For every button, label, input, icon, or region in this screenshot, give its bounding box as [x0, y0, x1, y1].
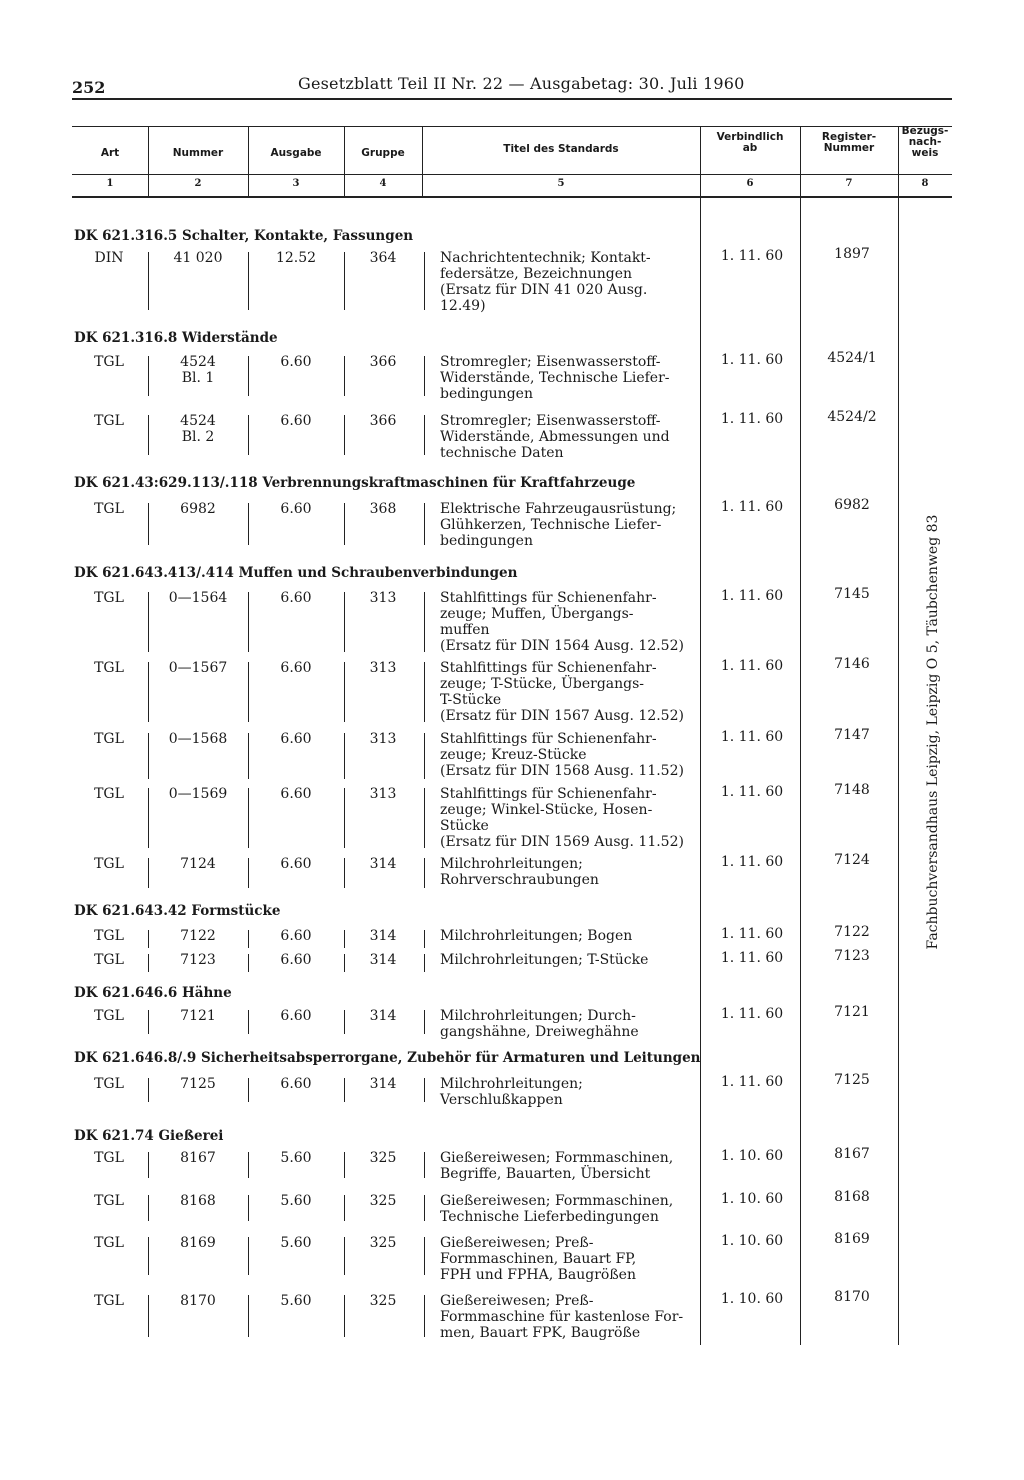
cell-verbindlich: 1. 11. 60 — [720, 784, 784, 800]
row-separator — [148, 1295, 149, 1337]
cell-gruppe: 314 — [369, 928, 397, 944]
row-separator — [148, 252, 149, 310]
cell-nummer: 0—1569 — [168, 786, 228, 802]
cell-ausgabe: 6.60 — [280, 856, 312, 872]
row-separator — [148, 1078, 149, 1102]
row-separator — [344, 858, 345, 888]
cell-art: TGL — [94, 501, 124, 517]
column-header: Gruppe — [361, 147, 405, 159]
cell-titel: Gießereiwesen; Formmaschinen, Technische Lieferbedingungen — [440, 1193, 674, 1225]
row-separator — [344, 1295, 345, 1337]
cell-verbindlich: 1. 11. 60 — [720, 1006, 784, 1022]
row-separator — [424, 662, 425, 722]
cell-art: TGL — [94, 660, 124, 676]
cell-verbindlich: 1. 11. 60 — [720, 1074, 784, 1090]
cell-register: 8167 — [834, 1146, 870, 1162]
section-heading: DK 621.643.413/.414 Muffen und Schraubenverbindungen — [74, 565, 518, 581]
cell-titel: Stahlfittings für Schienenfahr- zeuge; Winkel-Stücke, Hosen- Stücke (Ersatz für DIN 1569 Ausg. 11.52) — [440, 786, 684, 850]
cell-nummer: 41 020 — [173, 250, 223, 266]
row-separator — [148, 415, 149, 455]
cell-register: 7148 — [834, 782, 870, 798]
cell-register: 4524/2 — [827, 409, 877, 425]
cell-ausgabe: 6.60 — [280, 1008, 312, 1024]
column-number: 6 — [746, 178, 754, 189]
row-separator — [424, 1152, 425, 1178]
cell-verbindlich: 1. 11. 60 — [720, 499, 784, 515]
cell-art: TGL — [94, 413, 124, 429]
cell-verbindlich: 1. 11. 60 — [720, 950, 784, 966]
cell-verbindlich: 1. 10. 60 — [720, 1233, 784, 1249]
row-separator — [248, 858, 249, 888]
row-separator — [344, 503, 345, 545]
cell-register: 8168 — [834, 1189, 870, 1205]
cell-verbindlich: 1. 11. 60 — [720, 352, 784, 368]
row-separator — [344, 356, 345, 396]
row-separator — [248, 1295, 249, 1337]
cell-titel: Stromregler; Eisenwasserstoff- Widerstände, Technische Liefer- bedingungen — [440, 354, 670, 402]
column-number: 4 — [379, 178, 387, 189]
cell-titel: Milchrohrleitungen; T-Stücke — [440, 952, 649, 968]
row-separator — [424, 1078, 425, 1102]
header-top-rule — [72, 126, 952, 127]
sidebar-imprint-text: Fachbuchversandhaus Leipzig, Leipzig O 5, Täubchenweg 83 — [925, 514, 941, 950]
column-header: Nummer — [172, 147, 224, 159]
row-separator — [344, 733, 345, 779]
row-separator — [248, 733, 249, 779]
cell-verbindlich: 1. 10. 60 — [720, 1291, 784, 1307]
cell-verbindlich: 1. 11. 60 — [720, 248, 784, 264]
column-number: 5 — [557, 178, 565, 189]
row-separator — [344, 930, 345, 948]
cell-register: 7122 — [834, 924, 870, 940]
cell-register: 8169 — [834, 1231, 870, 1247]
cell-verbindlich: 1. 11. 60 — [720, 729, 784, 745]
row-separator — [148, 662, 149, 722]
cell-art: TGL — [94, 354, 124, 370]
row-separator — [248, 503, 249, 545]
row-separator — [344, 1078, 345, 1102]
cell-nummer: 7125 — [180, 1076, 216, 1092]
row-separator — [248, 592, 249, 652]
cell-titel: Gießereiwesen; Preß- Formmaschinen, Bauart FP, FPH und FPHA, Baugrößen — [440, 1235, 637, 1283]
row-separator — [344, 252, 345, 310]
cell-ausgabe: 6.60 — [280, 660, 312, 676]
cell-titel: Nachrichtentechnik; Kontakt- federsätze, Bezeichnungen (Ersatz für DIN 41 020 Ausg. 12.49) — [440, 250, 651, 314]
cell-titel: Stahlfittings für Schienenfahr- zeuge; T-Stücke, Übergangs- T-Stücke (Ersatz für DIN 1567 Ausg. 12.52) — [440, 660, 684, 724]
row-separator — [248, 1195, 249, 1221]
cell-nummer: 4524 Bl. 2 — [180, 413, 216, 445]
column-header: Titel des Standards — [503, 143, 619, 155]
sidebar-imprint — [898, 497, 968, 967]
column-header: Ausgabe — [270, 147, 322, 159]
cell-nummer: 8167 — [180, 1150, 216, 1166]
row-separator — [148, 1195, 149, 1221]
cell-verbindlich: 1. 11. 60 — [720, 588, 784, 604]
cell-ausgabe: 5.60 — [280, 1150, 312, 1166]
row-separator — [424, 733, 425, 779]
header-mid-rule — [72, 174, 952, 175]
cell-art: TGL — [94, 590, 124, 606]
row-separator — [424, 1010, 425, 1034]
cell-gruppe: 314 — [369, 856, 397, 872]
cell-art: TGL — [94, 856, 124, 872]
row-separator — [424, 1195, 425, 1221]
cell-art: TGL — [94, 1076, 124, 1092]
row-separator — [424, 1295, 425, 1337]
section-heading: DK 621.646.6 Hähne — [74, 985, 232, 1001]
cell-art: TGL — [94, 952, 124, 968]
cell-ausgabe: 6.60 — [280, 590, 312, 606]
row-separator — [248, 662, 249, 722]
cell-titel: Milchrohrleitungen; Rohrverschraubungen — [440, 856, 599, 888]
column-number: 3 — [292, 178, 300, 189]
cell-register: 7145 — [834, 586, 870, 602]
cell-nummer: 7124 — [180, 856, 216, 872]
cell-register: 7121 — [834, 1004, 870, 1020]
row-separator — [248, 954, 249, 972]
cell-register: 7147 — [834, 727, 870, 743]
row-separator — [424, 356, 425, 396]
cell-register: 8170 — [834, 1289, 870, 1305]
cell-gruppe: 368 — [369, 501, 397, 517]
page-number: 252 — [72, 78, 106, 97]
cell-titel: Milchrohrleitungen; Bogen — [440, 928, 633, 944]
cell-ausgabe: 5.60 — [280, 1193, 312, 1209]
row-separator — [148, 930, 149, 948]
cell-nummer: 4524 Bl. 1 — [180, 354, 216, 386]
header-bottom-rule — [72, 196, 952, 198]
cell-gruppe: 366 — [369, 413, 397, 429]
cell-gruppe: 314 — [369, 1076, 397, 1092]
cell-gruppe: 313 — [369, 731, 397, 747]
cell-art: TGL — [94, 1008, 124, 1024]
cell-nummer: 0—1568 — [168, 731, 228, 747]
cell-ausgabe: 5.60 — [280, 1235, 312, 1251]
cell-verbindlich: 1. 10. 60 — [720, 1148, 784, 1164]
column-header: Verbindlich ab — [716, 131, 784, 154]
cell-register: 7125 — [834, 1072, 870, 1088]
cell-gruppe: 314 — [369, 952, 397, 968]
cell-titel: Gießereiwesen; Formmaschinen, Begriffe, Bauarten, Übersicht — [440, 1150, 674, 1182]
cell-register: 7123 — [834, 948, 870, 964]
row-separator — [344, 954, 345, 972]
cell-nummer: 7123 — [180, 952, 216, 968]
cell-art: TGL — [94, 928, 124, 944]
cell-nummer: 0—1567 — [168, 660, 228, 676]
cell-verbindlich: 1. 11. 60 — [720, 658, 784, 674]
row-separator — [344, 592, 345, 652]
section-heading: DK 621.74 Gießerei — [74, 1128, 224, 1144]
row-separator — [344, 415, 345, 455]
row-separator — [248, 1078, 249, 1102]
cell-verbindlich: 1. 10. 60 — [720, 1191, 784, 1207]
cell-ausgabe: 6.60 — [280, 952, 312, 968]
row-separator — [148, 592, 149, 652]
cell-ausgabe: 6.60 — [280, 501, 312, 517]
cell-ausgabe: 6.60 — [280, 354, 312, 370]
cell-register: 7146 — [834, 656, 870, 672]
cell-titel: Elektrische Fahrzeugausrüstung; Glühkerzen, Technische Liefer- bedingungen — [440, 501, 677, 549]
row-separator — [424, 788, 425, 848]
column-divider — [700, 126, 701, 1345]
cell-nummer: 0—1564 — [168, 590, 228, 606]
column-header: Bezugs- nach- weis — [901, 125, 949, 159]
cell-titel: Milchrohrleitungen; Verschlußkappen — [440, 1076, 583, 1108]
row-separator — [424, 954, 425, 972]
row-separator — [148, 1010, 149, 1034]
row-separator — [148, 733, 149, 779]
cell-titel: Stahlfittings für Schienenfahr- zeuge; Muffen, Übergangs- muffen (Ersatz für DIN 1564 Ausg. 12.52) — [440, 590, 684, 654]
column-number: 8 — [921, 178, 929, 189]
cell-register: 4524/1 — [827, 350, 877, 366]
cell-gruppe: 364 — [369, 250, 397, 266]
row-separator — [148, 356, 149, 396]
cell-titel: Stahlfittings für Schienenfahr- zeuge; Kreuz-Stücke (Ersatz für DIN 1568 Ausg. 11.52) — [440, 731, 684, 779]
row-separator — [424, 930, 425, 948]
row-separator — [424, 252, 425, 310]
running-head: Gesetzblatt Teil II Nr. 22 — Ausgabetag: 30. Juli 1960 — [298, 74, 745, 93]
cell-nummer: 8169 — [180, 1235, 216, 1251]
column-header: Register- Nummer — [821, 131, 877, 154]
cell-gruppe: 325 — [369, 1235, 397, 1251]
cell-gruppe: 325 — [369, 1193, 397, 1209]
cell-gruppe: 313 — [369, 786, 397, 802]
row-separator — [344, 662, 345, 722]
row-separator — [248, 930, 249, 948]
cell-art: TGL — [94, 786, 124, 802]
section-heading: DK 621.643.42 Formstücke — [74, 903, 281, 919]
row-separator — [148, 1237, 149, 1275]
row-separator — [148, 954, 149, 972]
cell-nummer: 7122 — [180, 928, 216, 944]
top-rule — [72, 98, 952, 100]
column-number: 2 — [194, 178, 202, 189]
cell-gruppe: 325 — [369, 1293, 397, 1309]
cell-ausgabe: 6.60 — [280, 413, 312, 429]
row-separator — [248, 1152, 249, 1178]
cell-gruppe: 325 — [369, 1150, 397, 1166]
cell-nummer: 7121 — [180, 1008, 216, 1024]
cell-gruppe: 366 — [369, 354, 397, 370]
row-separator — [148, 788, 149, 848]
cell-verbindlich: 1. 11. 60 — [720, 854, 784, 870]
row-separator — [148, 1152, 149, 1178]
cell-ausgabe: 12.52 — [275, 250, 317, 266]
row-separator — [424, 1237, 425, 1275]
row-separator — [248, 1010, 249, 1034]
cell-titel: Stromregler; Eisenwasserstoff- Widerstände, Abmessungen und technische Daten — [440, 413, 670, 461]
cell-art: TGL — [94, 1293, 124, 1309]
cell-gruppe: 313 — [369, 590, 397, 606]
row-separator — [424, 415, 425, 455]
cell-nummer: 6982 — [180, 501, 216, 517]
cell-art: TGL — [94, 1193, 124, 1209]
cell-gruppe: 313 — [369, 660, 397, 676]
row-separator — [344, 788, 345, 848]
column-divider — [800, 126, 801, 1345]
row-separator — [248, 1237, 249, 1275]
row-separator — [248, 356, 249, 396]
cell-nummer: 8168 — [180, 1193, 216, 1209]
row-separator — [344, 1237, 345, 1275]
cell-register: 1897 — [834, 246, 870, 262]
row-separator — [248, 415, 249, 455]
cell-gruppe: 314 — [369, 1008, 397, 1024]
cell-ausgabe: 5.60 — [280, 1293, 312, 1309]
cell-ausgabe: 6.60 — [280, 731, 312, 747]
section-heading: DK 621.316.5 Schalter, Kontakte, Fassungen — [74, 228, 414, 244]
cell-register: 6982 — [834, 497, 870, 513]
section-heading: DK 621.316.8 Widerstände — [74, 330, 278, 346]
row-separator — [344, 1152, 345, 1178]
row-separator — [148, 503, 149, 545]
cell-ausgabe: 6.60 — [280, 1076, 312, 1092]
section-heading: DK 621.43:629.113/.118 Verbrennungskraftmaschinen für Kraftfahrzeuge — [74, 475, 636, 491]
row-separator — [424, 592, 425, 652]
cell-nummer: 8170 — [180, 1293, 216, 1309]
cell-ausgabe: 6.60 — [280, 786, 312, 802]
cell-art: TGL — [94, 1235, 124, 1251]
row-separator — [344, 1010, 345, 1034]
row-separator — [424, 503, 425, 545]
row-separator — [248, 252, 249, 310]
row-separator — [248, 788, 249, 848]
cell-verbindlich: 1. 11. 60 — [720, 926, 784, 942]
cell-verbindlich: 1. 11. 60 — [720, 411, 784, 427]
cell-titel: Milchrohrleitungen; Durch- gangshähne, Dreiweghähne — [440, 1008, 639, 1040]
column-number: 1 — [106, 178, 114, 189]
cell-register: 7124 — [834, 852, 870, 868]
row-separator — [424, 858, 425, 888]
cell-ausgabe: 6.60 — [280, 928, 312, 944]
cell-art: TGL — [94, 731, 124, 747]
cell-art: DIN — [94, 250, 124, 266]
cell-art: TGL — [94, 1150, 124, 1166]
column-header: Art — [100, 147, 120, 159]
section-heading: DK 621.646.8/.9 Sicherheitsabsperrorgane, Zubehör für Armaturen und Leitungen — [74, 1050, 701, 1066]
row-separator — [148, 858, 149, 888]
column-number: 7 — [845, 178, 853, 189]
row-separator — [344, 1195, 345, 1221]
cell-titel: Gießereiwesen; Preß- Formmaschine für kastenlose For- men, Bauart FPK, Baugröße — [440, 1293, 684, 1341]
